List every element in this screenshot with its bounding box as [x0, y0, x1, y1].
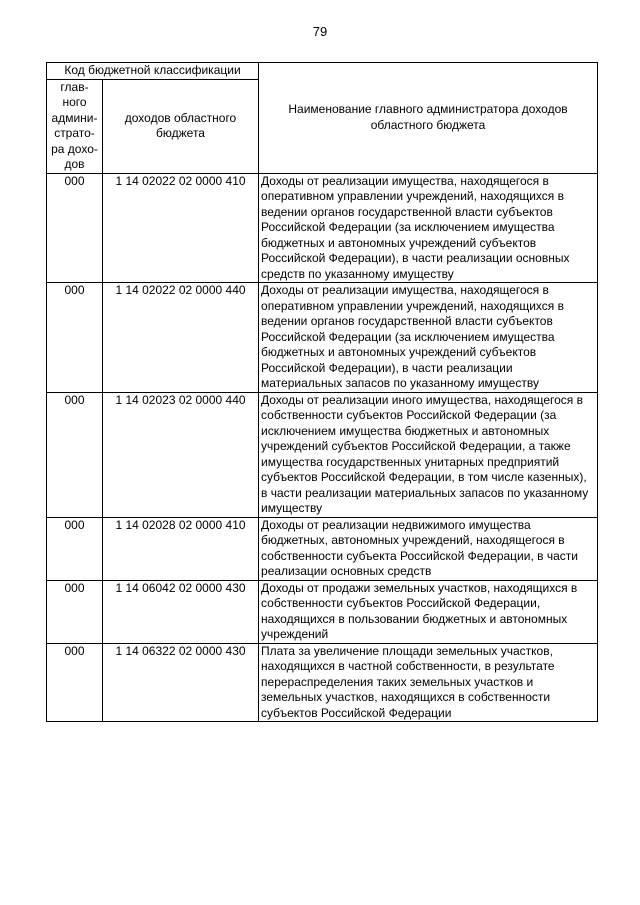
administrator-code-cell: 000	[47, 517, 103, 580]
administrator-code-cell: 000	[47, 173, 103, 283]
revenue-code-cell: 1 14 02028 02 0000 410	[103, 517, 259, 580]
administrator-code-cell: 000	[47, 283, 103, 393]
revenue-code-cell: 1 14 02022 02 0000 410	[103, 173, 259, 283]
table-row	[47, 517, 598, 580]
revenue-name-cell: Плата за увеличение площади земельных участков, находящихся в частной собственности, в результате перераспределения таких земельных участков и земельных участков, находящихся в собственности субъектов Российской Федерации	[259, 643, 598, 722]
revenue-code-header-label: доходов областного бюджета	[124, 110, 237, 140]
revenue-name-cell: Доходы от реализации имущества, находящегося в оперативном управлении учреждений, находящихся в ведении органов государственной власти субъектов Российской Федерации (за исключением имущества бюджетных и автономных учреждений субъектов Российской Федерации), в части реализации основных средств по указанному имуществу	[259, 173, 598, 283]
revenue-code-header	[103, 79, 259, 173]
table-row	[47, 392, 598, 517]
administrator-name-header: Наименование главного администратора доходов областного бюджета	[259, 63, 598, 174]
budget-classification-table	[46, 62, 598, 722]
revenue-code-cell: 1 14 06322 02 0000 430	[103, 643, 259, 722]
table-row	[47, 643, 598, 722]
table-body	[47, 173, 598, 722]
revenue-code-cell: 1 14 02022 02 0000 440	[103, 283, 259, 393]
revenue-name-cell: Доходы от реализации иного имущества, находящегося в собственности субъектов Российской Федерации (за исключением имущества бюджетных и автономных учреждений субъектов Российской Федерации, а также имущества государственных унитарных предприятий субъектов Российской Федерации, в том числе казенных), в части реализации материальных запасов по указанному имуществу	[259, 392, 598, 517]
administrator-code-cell: 000	[47, 580, 103, 643]
budget-classification-code-header: Код бюджетной классификации	[47, 63, 259, 80]
table-row	[47, 580, 598, 643]
revenue-code-cell: 1 14 02023 02 0000 440	[103, 392, 259, 517]
main-administrator-header	[47, 79, 103, 173]
table-row	[47, 283, 598, 393]
page-number: 79	[312, 24, 328, 39]
revenue-code-cell: 1 14 06042 02 0000 430	[103, 580, 259, 643]
administrator-code-cell: 000	[47, 643, 103, 722]
table-row	[47, 173, 598, 283]
table-header-row	[47, 63, 598, 80]
revenue-name-cell: Доходы от реализации имущества, находящегося в оперативном управлении учреждений, находящихся в ведении органов государственной власти субъектов Российской Федерации (за исключением имущества бюджетных и автономных учреждений субъектов Российской Федерации), в части реализации материальных запасов по указанному имуществу	[259, 283, 598, 393]
revenue-name-cell: Доходы от реализации недвижимого имущества бюджетных, автономных учреждений, находящегося в собственности субъекта Российской Федерации, в части реализации основных средств	[259, 517, 598, 580]
main-administrator-header-label: глав- ного админи- страто- ра дохо- дов	[51, 79, 98, 171]
revenue-name-cell: Доходы от продажи земельных участков, находящихся в собственности субъектов Российской Федерации, находящихся в пользовании бюджетных и автономных учреждений	[259, 580, 598, 643]
administrator-code-cell: 000	[47, 392, 103, 517]
